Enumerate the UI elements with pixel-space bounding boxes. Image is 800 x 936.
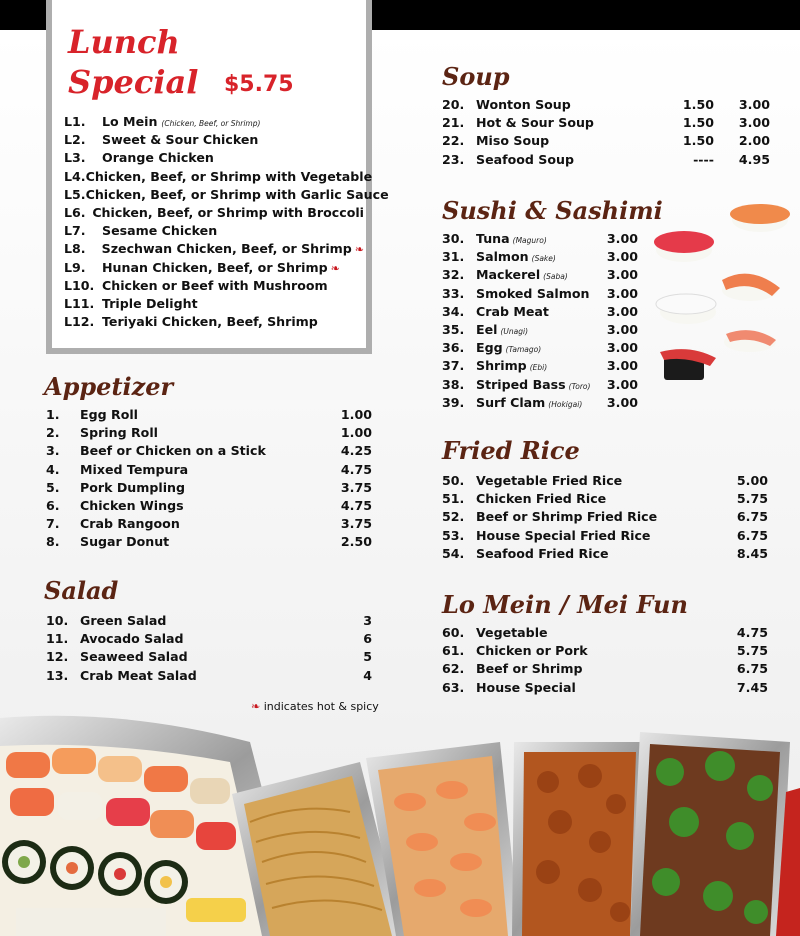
item-name-text: Sweet & Sour Chicken (102, 132, 259, 148)
list-item (46, 631, 372, 649)
item-price: 5.75 (736, 491, 768, 507)
item-price: 3.00 (606, 267, 638, 283)
chili-pepper-icon: ❧ (251, 700, 261, 713)
item-name-text: Wonton Soup (476, 97, 571, 112)
item-number: L5. (64, 186, 86, 202)
item-name (476, 509, 718, 524)
item-number: L6. (64, 204, 86, 220)
list-item (442, 377, 638, 395)
sushi-photo (650, 200, 790, 400)
item-number: 6. (46, 497, 60, 513)
item-price: 5.75 (736, 643, 768, 659)
item-name (92, 205, 364, 220)
item-name-text: Seafood Fried Rice (476, 545, 609, 561)
item-name-text: Spring Roll (80, 425, 158, 441)
item-number: 23. (442, 151, 465, 167)
item-number: 3. (46, 443, 60, 459)
list-item (442, 680, 768, 698)
list-item (64, 114, 364, 132)
item-note: (Maguro) (512, 236, 547, 245)
item-name-text: Hot & Sour Soup (476, 115, 594, 131)
item-name-text: Beef or Shrimp Fried Rice (476, 509, 658, 525)
item-number: 8. (46, 534, 60, 550)
item-price: 3.00 (606, 249, 638, 265)
item-price: 3.00 (606, 285, 638, 301)
lo-mein-mei-fun-title: Lo Mein / Mei Fun (442, 590, 688, 619)
item-name-text: Avocado Salad (80, 631, 184, 647)
list-item (46, 425, 372, 443)
item-name-text: Shrimp (476, 358, 527, 374)
item-name (476, 528, 718, 543)
item-name-text: Green Salad (80, 613, 167, 628)
item-name-text: Teriyaki Chicken, Beef, Shrimp (102, 314, 318, 330)
item-name (80, 480, 322, 495)
item-number: L11. (64, 295, 95, 311)
list-item (64, 205, 364, 223)
list-item (442, 249, 638, 267)
item-price: 4.25 (340, 443, 372, 459)
item-price-small: 1.50 (682, 97, 714, 112)
item-number: 63. (442, 679, 465, 695)
item-number: 62. (442, 661, 465, 677)
item-number: 35. (442, 321, 465, 337)
item-price: 3.75 (340, 479, 372, 495)
list-item (46, 649, 372, 667)
item-name (476, 322, 594, 337)
item-number: 34. (442, 303, 465, 319)
item-name (476, 304, 594, 319)
item-number: L12. (64, 314, 95, 330)
list-item (64, 260, 364, 278)
item-name (102, 223, 364, 238)
item-price: 3 (363, 613, 372, 628)
item-number: 5. (46, 479, 60, 495)
item-number: 38. (442, 376, 465, 392)
item-name (476, 249, 594, 264)
item-number: 61. (442, 643, 465, 659)
salad-title: Salad (44, 576, 119, 605)
lunch-title-line2: Special (68, 63, 199, 101)
lunch-special-title (68, 22, 238, 102)
sushi-list (442, 231, 638, 413)
item-name-text: Egg (476, 340, 503, 356)
item-name (86, 187, 389, 202)
item-number: 12. (46, 649, 69, 665)
item-name-text: Orange Chicken (102, 150, 214, 166)
item-name (476, 133, 664, 148)
item-name-text: Crab Meat Salad (80, 667, 197, 683)
item-number: L2. (64, 132, 86, 148)
item-name (476, 643, 718, 658)
item-name (476, 267, 594, 282)
item-name (80, 534, 322, 549)
item-name-text: Lo Mein (102, 114, 158, 129)
item-number: 33. (442, 285, 465, 301)
item-name-text: Sugar Donut (80, 534, 170, 550)
item-name (86, 169, 373, 184)
item-name-text: Salmon (476, 249, 529, 265)
list-item (46, 462, 372, 480)
item-number: 1. (46, 407, 60, 422)
soup-list (442, 97, 770, 170)
item-name-text: Beef or Shrimp (476, 661, 583, 677)
item-number: 39. (442, 394, 465, 410)
list-item (442, 473, 768, 491)
item-note: (Saba) (543, 272, 568, 282)
item-price: 5 (363, 649, 372, 665)
item-price: 7.45 (736, 679, 768, 695)
item-name-text: Beef or Chicken on a Stick (80, 443, 266, 459)
list-item (442, 509, 768, 527)
list-item (442, 115, 770, 133)
item-price: 1.00 (340, 425, 372, 441)
item-note: (Toro) (568, 381, 591, 391)
item-number: 51. (442, 491, 465, 507)
list-item (442, 358, 638, 376)
item-number: 36. (442, 340, 465, 356)
list-item (46, 534, 372, 552)
item-price: 1.00 (340, 407, 372, 422)
item-name (476, 661, 718, 676)
list-item (442, 661, 768, 679)
item-name (476, 473, 718, 488)
item-name (102, 314, 364, 329)
item-note: (Chicken, Beef, or Shrimp) (161, 119, 261, 128)
list-item (64, 132, 364, 150)
item-number: L8. (64, 241, 86, 257)
list-item (442, 643, 768, 661)
item-note: (Tamago) (505, 345, 542, 355)
item-name-text: House Special (476, 679, 576, 695)
item-name-text: Egg Roll (80, 407, 139, 422)
lo-mein-list (442, 625, 768, 698)
item-name-text: Chicken, Beef, or Shrimp with Vegetable (85, 168, 373, 184)
lunch-special-box (46, 0, 389, 354)
item-name-text: Striped Bass (476, 376, 566, 392)
item-price: 3.00 (606, 303, 638, 319)
item-number: L1. (64, 114, 86, 129)
list-item (442, 625, 768, 643)
item-number: 37. (442, 358, 465, 374)
item-name-text: Eel (476, 321, 498, 337)
list-item (442, 133, 770, 151)
item-price: 6.75 (736, 509, 768, 525)
list-item (442, 152, 770, 170)
list-item (442, 231, 638, 249)
item-name-text: Chicken Wings (80, 497, 184, 513)
item-name-text: Chicken or Beef with Mushroom (102, 277, 328, 293)
list-item (442, 546, 768, 564)
item-price: 3.00 (606, 340, 638, 356)
list-item (442, 97, 770, 115)
spicy-footnote-text: indicates hot & spicy (263, 700, 379, 713)
item-note: (Ebi) (529, 363, 548, 373)
item-price: 5.00 (736, 473, 768, 488)
item-price: 3.75 (340, 516, 372, 532)
item-name (476, 286, 594, 301)
item-name-text: Surf Clam (476, 394, 546, 410)
item-name-text: Triple Delight (102, 295, 198, 311)
list-item (46, 498, 372, 516)
item-name-text: Chicken or Pork (476, 643, 588, 659)
item-note: (Hokigai) (548, 399, 583, 409)
item-number: 31. (442, 249, 465, 265)
lunch-title-line1: Lunch (68, 23, 180, 61)
item-price-large: 2.00 (738, 133, 770, 149)
list-item (442, 322, 638, 340)
appetizer-list (46, 407, 372, 553)
lunch-special-list (64, 114, 389, 332)
item-number: 22. (442, 133, 465, 149)
item-name (476, 625, 718, 640)
item-name (80, 649, 322, 664)
item-name-text: Sesame Chicken (102, 223, 218, 239)
item-name (80, 462, 322, 477)
item-name (476, 377, 594, 392)
item-price: 6 (363, 631, 372, 647)
list-item (442, 491, 768, 509)
list-item (46, 668, 372, 686)
item-name-text: Smoked Salmon (476, 285, 590, 301)
list-item (46, 407, 372, 425)
list-item (64, 150, 364, 168)
item-number: 13. (46, 667, 69, 683)
fried-rice-list (442, 473, 768, 564)
list-item (64, 314, 364, 332)
sushi-sashimi-title: Sushi & Sashimi (442, 196, 663, 225)
item-number: 50. (442, 473, 465, 488)
item-name (80, 631, 322, 646)
salad-list (46, 613, 372, 686)
list-item (64, 223, 364, 241)
item-name (102, 278, 364, 293)
item-name-text: Chicken, Beef, or Shrimp with Broccoli (92, 204, 364, 220)
list-item (442, 304, 638, 322)
list-item (64, 241, 364, 259)
item-name (80, 668, 322, 683)
item-number: 21. (442, 115, 465, 131)
item-name-text: Chicken Fried Rice (476, 491, 607, 507)
item-number: 20. (442, 97, 465, 112)
item-name (476, 680, 718, 695)
item-price-large: 4.95 (738, 151, 770, 167)
item-name-text: Chicken, Beef, or Shrimp with Garlic Sauce (85, 186, 389, 202)
item-name-text: Seaweed Salad (80, 649, 188, 665)
food-trays-photo (0, 712, 800, 936)
item-name (80, 407, 322, 422)
item-name-text: Pork Dumpling (80, 479, 186, 495)
item-price-small: 1.50 (682, 133, 714, 149)
item-price: 6.75 (736, 661, 768, 677)
soup-title: Soup (442, 62, 510, 91)
chili-pepper-icon: ❧ (330, 261, 340, 275)
item-name (476, 546, 718, 561)
item-name (102, 114, 364, 129)
list-item (64, 168, 373, 187)
list-item (442, 528, 768, 546)
list-item (46, 480, 372, 498)
list-item (64, 296, 364, 314)
item-name (476, 491, 718, 506)
item-name-text: Vegetable Fried Rice (476, 473, 623, 488)
item-price: 3.00 (606, 394, 638, 410)
item-price: 4.75 (340, 497, 372, 513)
item-name (80, 498, 322, 513)
item-price-large: 3.00 (738, 115, 770, 131)
item-name (476, 395, 594, 410)
item-name (80, 443, 322, 458)
list-item (442, 267, 638, 285)
list-item (442, 395, 638, 413)
item-price: 4 (363, 667, 372, 683)
list-item (442, 340, 638, 358)
item-number: L4. (64, 168, 86, 184)
item-number: L7. (64, 223, 86, 239)
item-number: 60. (442, 625, 465, 640)
fried-rice-title: Fried Rice (442, 436, 580, 465)
item-price: 3.00 (606, 321, 638, 337)
item-number: 10. (46, 613, 69, 628)
item-number: 52. (442, 509, 465, 525)
item-name (476, 152, 664, 167)
item-price: 3.00 (606, 358, 638, 374)
item-price: 3.00 (606, 231, 638, 246)
item-name-text: House Special Fried Rice (476, 527, 651, 543)
item-name-text: Szechwan Chicken, Beef, or Shrimp (101, 241, 352, 257)
appetizer-title: Appetizer (44, 372, 174, 401)
item-note: (Unagi) (500, 326, 529, 336)
item-name-text: Mixed Tempura (80, 461, 189, 477)
list-item (46, 613, 372, 631)
item-number: L3. (64, 150, 86, 166)
item-name (102, 296, 364, 311)
item-price: 4.75 (340, 461, 372, 477)
list-item (64, 186, 389, 205)
item-name (80, 425, 322, 440)
item-name (476, 231, 594, 246)
item-number: 32. (442, 267, 465, 283)
item-name (476, 115, 664, 130)
item-price: 8.45 (736, 545, 768, 561)
item-note: (Sake) (531, 254, 556, 264)
item-price: 4.75 (736, 625, 768, 640)
item-number: 54. (442, 545, 465, 561)
item-number: L9. (64, 259, 86, 275)
item-name-text: Crab Rangoon (80, 516, 180, 532)
item-name (476, 97, 664, 112)
item-name (102, 260, 364, 275)
lunch-special-price: $5.75 (224, 72, 294, 97)
item-name (476, 358, 594, 373)
item-price: 2.50 (340, 534, 372, 550)
item-price-small: 1.50 (682, 115, 714, 131)
list-item (46, 443, 372, 461)
chili-pepper-icon: ❧ (354, 243, 364, 257)
item-name-text: Mackerel (476, 267, 541, 283)
item-price-large: 3.00 (738, 97, 770, 112)
item-number: L10. (64, 277, 95, 293)
item-name (80, 516, 322, 531)
item-price: 6.75 (736, 527, 768, 543)
list-item (46, 516, 372, 534)
item-number: 53. (442, 527, 465, 543)
item-name (102, 241, 364, 256)
item-name-text: Miso Soup (476, 133, 550, 149)
item-number: 30. (442, 231, 465, 246)
item-name-text: Vegetable (476, 625, 548, 640)
item-name-text: Seafood Soup (476, 151, 574, 167)
item-number: 2. (46, 425, 60, 441)
item-name (102, 150, 364, 165)
item-price-small: ---- (693, 151, 714, 167)
list-item (442, 286, 638, 304)
list-item (64, 278, 364, 296)
item-name-text: Crab Meat (476, 303, 549, 319)
item-name-text: Tuna (476, 231, 510, 246)
item-name (80, 613, 322, 628)
item-name-text: Hunan Chicken, Beef, or Shrimp (102, 259, 328, 275)
item-number: 7. (46, 516, 60, 532)
item-price: 3.00 (606, 376, 638, 392)
item-number: 11. (46, 631, 69, 647)
item-name (476, 340, 594, 355)
item-name (102, 132, 364, 147)
item-number: 4. (46, 461, 60, 477)
